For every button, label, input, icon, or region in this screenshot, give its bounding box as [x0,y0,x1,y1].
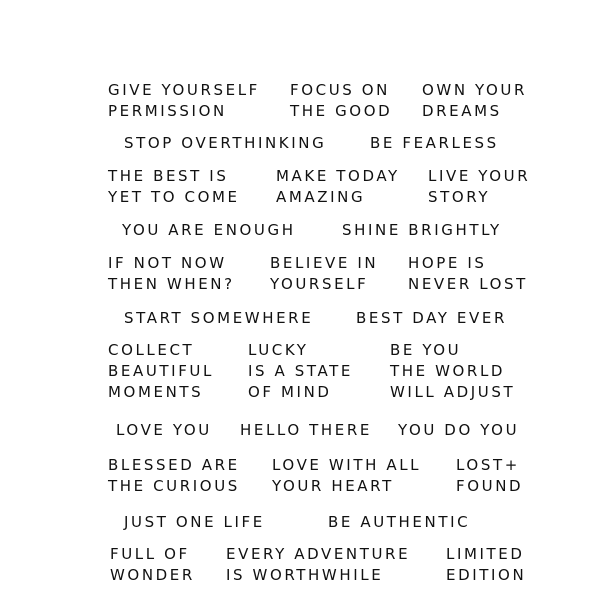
phrase-line: AMAZING [276,188,366,206]
phrase-line: BE FEARLESS [370,134,499,152]
phrase-line: MOMENTS [108,383,204,401]
phrase-line: BE YOU [390,341,462,359]
phrase-you-do-you [398,420,519,441]
phrase-believe-in-yourself [270,253,378,295]
phrase-line: LIVE YOUR [428,167,531,185]
phrase-line: BEAUTIFUL [108,362,214,380]
phrase-love-with-all-your-heart [272,455,421,497]
phrase-line: WONDER [110,566,195,584]
phrase-make-today-amazing [276,166,400,208]
phrase-line: LIMITED [446,545,525,563]
phrase-focus-on-the-good [290,80,392,122]
phrase-best-day-ever [356,308,507,329]
phrase-line: YET TO COME [108,188,240,206]
phrase-if-not-now-then-when [108,253,235,295]
phrase-line: JUST ONE LIFE [124,513,265,531]
phrase-line: SHINE BRIGHTLY [342,221,502,239]
phrase-hope-is-never-lost [408,253,528,295]
phrase-line: NEVER LOST [408,275,528,293]
phrase-own-your-dreams [422,80,527,122]
phrase-limited-edition [446,544,526,586]
phrase-line: LUCKY [248,341,309,359]
phrase-line: YOUR HEART [272,477,394,495]
phrase-line: EDITION [446,566,527,584]
phrase-shine-brightly [342,220,502,241]
phrase-blessed-are-the-curious [108,455,240,497]
phrase-line: STOP OVERTHINKING [124,134,327,152]
phrase-line: COLLECT [108,341,195,359]
phrase-line: HELLO THERE [240,421,372,439]
phrase-line: IS WORTHWHILE [226,566,384,584]
phrase-line: BELIEVE IN [270,254,379,272]
phrase-line: MAKE TODAY [276,167,400,185]
phrase-line: THE GOOD [290,102,393,120]
phrase-every-adventure-is-worthwhile [226,544,410,586]
phrase-line: LOVE WITH ALL [272,456,422,474]
phrase-line: YOU DO YOU [398,421,520,439]
phrase-the-best-is-yet-to-come [108,166,240,208]
phrase-line: OWN YOUR [422,81,527,99]
phrase-line: FOUND [456,477,524,495]
phrase-love-you [116,420,212,441]
phrase-hello-there [240,420,372,441]
phrase-line: FULL OF [110,545,190,563]
phrase-line: GIVE YOURSELF [108,81,260,99]
phrase-line: THE BEST IS [108,167,229,185]
phrase-line: LOVE YOU [116,421,212,439]
phrase-line: BEST DAY EVER [356,309,507,327]
phrase-live-your-story [428,166,530,208]
phrase-line: LOST+ [456,456,520,474]
phrase-line: THE WORLD [390,362,506,380]
phrase-just-one-life [124,512,265,533]
phrase-line: IF NOT NOW [108,254,227,272]
phrase-line: YOURSELF [270,275,369,293]
phrase-line: BE AUTHENTIC [328,513,471,531]
phrase-line: THEN WHEN? [108,275,235,293]
phrase-line: FOCUS ON [290,81,391,99]
phrase-start-somewhere [124,308,313,329]
phrase-line: BLESSED ARE [108,456,240,474]
phrase-line: HOPE IS [408,254,487,272]
phrase-line: IS A STATE [248,362,353,380]
phrase-lost-found [456,455,523,497]
phrase-line: EVERY ADVENTURE [226,545,411,563]
phrase-you-are-enough [122,220,296,241]
phrase-be-authentic [328,512,470,533]
phrase-be-fearless [370,133,499,154]
phrase-lucky-is-a-state-of-mind [248,340,353,403]
phrase-be-you-the-world-will-adjust [390,340,515,403]
phrase-line: PERMISSION [108,102,227,120]
phrase-line: THE CURIOUS [108,477,240,495]
phrase-line: DREAMS [422,102,502,120]
phrase-line: WILL ADJUST [390,383,516,401]
phrase-line: STORY [428,188,491,206]
phrase-stop-overthinking [124,133,326,154]
phrase-line: OF MIND [248,383,332,401]
phrase-give-yourself-permission [108,80,260,122]
phrase-line: START SOMEWHERE [124,309,314,327]
phrase-collect-beautiful-moments [108,340,214,403]
phrase-line: YOU ARE ENOUGH [122,221,296,239]
phrase-full-of-wonder [110,544,195,586]
